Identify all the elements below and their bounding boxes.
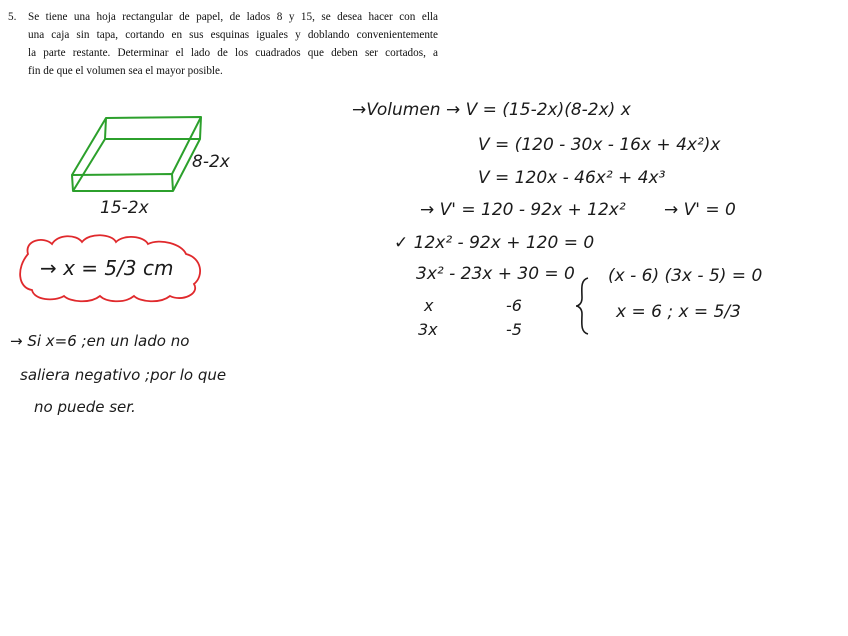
answer-text: → x = 5/3 cm — [40, 256, 174, 280]
reduced-quadratic: 3x² - 23x + 30 = 0 — [416, 264, 575, 284]
factor-left-2: 3x — [418, 320, 438, 339]
box-edges — [72, 117, 201, 191]
volume-equation: →Volumen → V = (15-2x)(8-2x) x — [352, 100, 631, 120]
box-side-label: 8-2x — [192, 152, 230, 172]
volume-expanded: V = (120 - 30x - 16x + 4x²)x — [478, 135, 721, 155]
quadratic-equation: ✓ 12x² - 92x + 120 = 0 — [394, 233, 595, 253]
factor-right-2: -5 — [506, 320, 522, 339]
problem-statement — [8, 8, 438, 80]
box-bottom-face — [72, 174, 173, 191]
factor-right-1: -6 — [506, 296, 522, 315]
factor-left-1: x — [424, 296, 434, 315]
note-line-1: → Si x=6 ;en un lado no — [10, 332, 190, 350]
brace-symbol — [574, 276, 594, 336]
volume-simplified: V = 120x - 46x² + 4x³ — [478, 168, 666, 188]
note-line-2: saliera negativo ;por lo que — [20, 366, 227, 384]
derivative-equation: → V' = 120 - 92x + 12x² — [420, 200, 626, 220]
problem-line-1: Se tiene una hoja rectangular de papel, de lados 8 y 15, se desea hacer con ella — [28, 11, 438, 23]
note-line-3: no puede ser. — [34, 398, 136, 416]
roots-result: x = 6 ; x = 5/3 — [616, 302, 741, 322]
problem-line-2: una caja sin tapa, cortando en sus esquinas iguales y doblando convenientemente — [28, 29, 438, 41]
open-box-diagram — [60, 108, 210, 198]
problem-number: 5. — [8, 11, 17, 23]
problem-line-4: fin de que el volumen sea el mayor posible. — [28, 65, 223, 77]
problem-line-3: la parte restante. Determinar el lado de los cuadrados que deben ser cortados, a — [28, 47, 438, 59]
box-top-face — [105, 117, 201, 139]
factored-form: (x - 6) (3x - 5) = 0 — [608, 266, 763, 286]
box-bottom-label: 15-2x — [100, 198, 149, 218]
derivative-zero: → V' = 0 — [664, 200, 736, 220]
